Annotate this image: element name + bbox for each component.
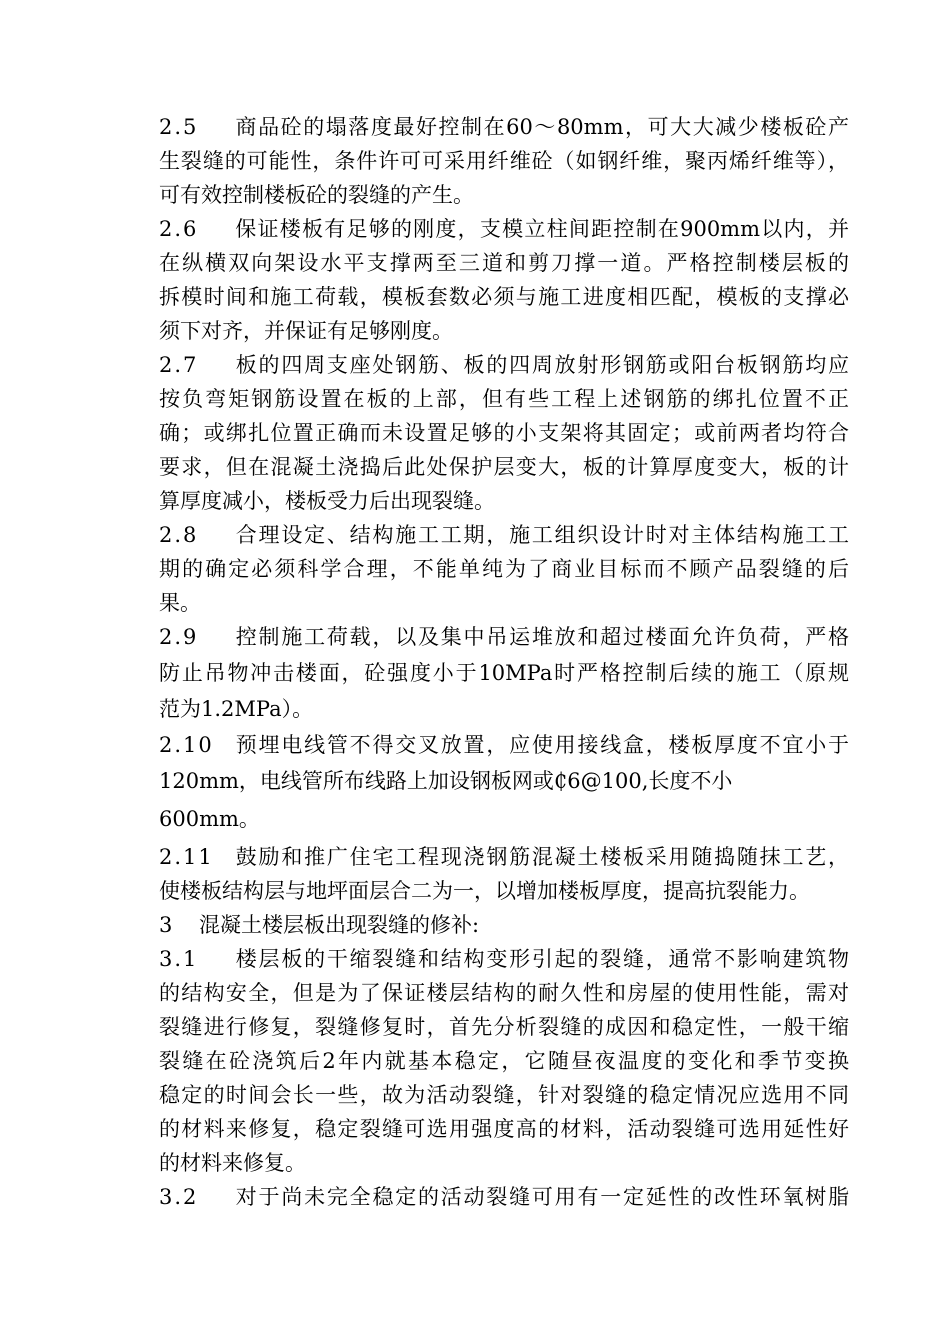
p2-6-line-4: 须下对齐，并保证有足够刚度。 (159, 319, 453, 343)
section-3-number: 3 (159, 913, 175, 937)
p3-1-number: 3.1 (159, 947, 199, 971)
p3-1-line-3: 裂缝进行修复，裂缝修复时，首先分析裂缝的成因和稳定性，一般干缩 (159, 1015, 849, 1039)
p2-6-line-1: 2.6 保证楼板有足够的刚度，支模立柱间距控制在900mm以内，并 (159, 212, 849, 246)
p2-8-line-1: 2.8 合理设定、结构施工工期，施工组织设计时对主体结构施工工 (159, 518, 849, 552)
p2-6-line-2: 在纵横双向架设水平支撑两至三道和剪刀撑一道。严格控制楼层板的 (159, 251, 849, 275)
p2-5-line-2: 生裂缝的可能性，条件许可可采用纤维砼（如钢纤维，聚丙烯纤维等）， (159, 149, 849, 173)
p2-10-line-1: 2.10 预埋电线管不得交叉放置，应使用接线盒，楼板厚度不宜小于 (159, 728, 849, 762)
p2-8-number: 2.8 (159, 523, 199, 547)
p2-7-line-1: 2.7 板的四周支座处钢筋、板的四周放射形钢筋或阳台板钢筋均应 (159, 348, 849, 382)
p3-1-line-4: 裂缝在砼浇筑后2年内就基本稳定，它随昼夜温度的变化和季节变换 (159, 1049, 849, 1073)
p2-9-line-1: 2.9 控制施工荷载，以及集中吊运堆放和超过楼面允许负荷，严格 (159, 620, 849, 654)
p2-7-line-2: 按负弯矩钢筋设置在板的上部，但有些工程上述钢筋的绑扎位置不正 (159, 387, 849, 411)
p3-1-line-6: 的材料来修复，稳定裂缝可选用强度高的材料，活动裂缝可选用延性好 (159, 1117, 849, 1141)
p2-7-number: 2.7 (159, 353, 199, 377)
p2-7-line-4: 要求，但在混凝土浇捣后此处保护层变大，板的计算厚度变大，板的计 (159, 455, 849, 479)
p2-9-line-2: 防止吊物冲击楼面，砼强度小于10MPa时严格控制后续的施工（原规 (159, 661, 849, 685)
p3-2-line-1: 3.2 对于尚未完全稳定的活动裂缝可用有一定延性的改性环氧树脂 (159, 1180, 849, 1214)
p2-9-line-3: 范为1.2MPa）。 (159, 697, 314, 721)
p2-10-number: 2.10 (159, 733, 214, 757)
p2-11-line-1: 2.11 鼓励和推广住宅工程现浇钢筋混凝土楼板采用随捣随抹工艺， (159, 840, 849, 874)
p2-7-line-5: 算厚度减小，楼板受力后出现裂缝。 (159, 489, 495, 513)
p2-10-line-2: 120mm，电线管所布线路上加设钢板网或₵6@100,长度不小 (159, 769, 733, 793)
p2-5-number: 2.5 (159, 115, 199, 139)
p2-10-line-3: 600mm。 (159, 807, 260, 831)
p2-6-number: 2.6 (159, 217, 199, 241)
section-3-heading: 3 混凝土楼层板出现裂缝的修补: (159, 908, 849, 942)
p2-8-line-2: 期的确定必须科学合理，不能单纯为了商业目标而不顾产品裂缝的后 (159, 557, 849, 581)
p3-2-number: 3.2 (159, 1185, 199, 1209)
p3-1-line-5: 稳定的时间会长一些，故为活动裂缝，针对裂缝的稳定情况应选用不同 (159, 1083, 849, 1107)
p3-1-line-7: 的材料来修复。 (159, 1151, 306, 1175)
p2-9-number: 2.9 (159, 625, 199, 649)
p2-5-line-1: 2.5 商品砼的塌落度最好控制在60～80mm，可大大减少楼板砼产 (159, 110, 849, 144)
p3-1-line-2: 的结构安全，但是为了保证楼层结构的耐久性和房屋的使用性能，需对 (159, 981, 849, 1005)
p2-8-line-3: 果。 (159, 591, 201, 615)
p2-6-line-3: 拆模时间和施工荷载，模板套数必须与施工进度相匹配，模板的支撑必 (159, 285, 849, 309)
p2-11-line-2: 使楼板结构层与地坪面层合二为一，以增加楼板厚度，提高抗裂能力。 (159, 879, 810, 903)
p2-5-line-3: 可有效控制楼板砼的裂缝的产生。 (159, 183, 474, 207)
p2-11-number: 2.11 (159, 845, 214, 869)
p2-7-line-3: 确；或绑扎位置正确而未设置足够的小支架将其固定；或前两者均符合 (159, 421, 849, 445)
p3-1-line-1: 3.1 楼层板的干缩裂缝和结构变形引起的裂缝，通常不影响建筑物 (159, 942, 849, 976)
